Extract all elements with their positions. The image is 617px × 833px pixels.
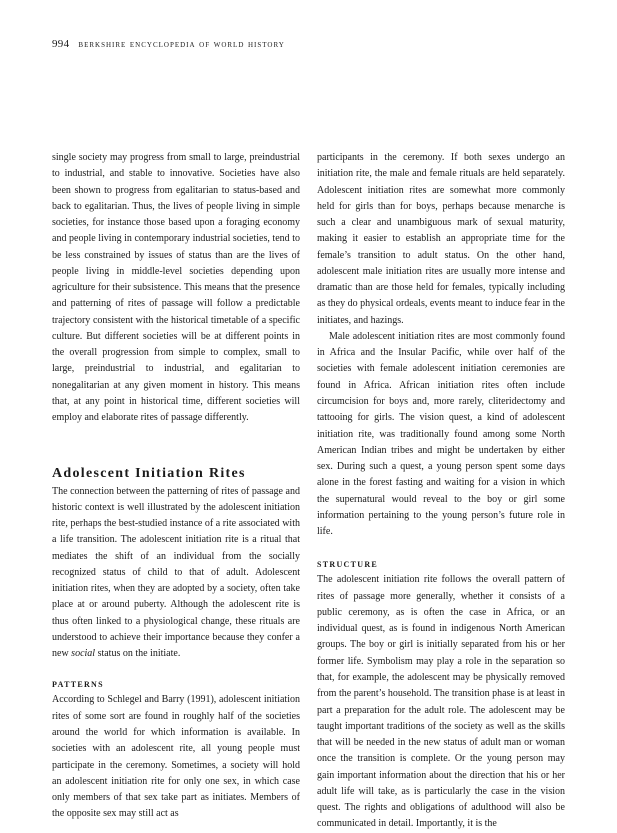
- left-column: [52, 150, 300, 823]
- running-title: berkshire encyclopedia of world history: [78, 39, 285, 50]
- paragraph-left-2-text-a: The connection between the patterning of rites of passage and historic context is well illustrated by the adolescent initiation rite, perhaps the best-studied instance of a rite associated with a life transition. The adolescent initiation rite is a ritual that mediates the shift of an individual from the socially recognized status of child to that of adult. Adolescent initiation rites, when they are adopted by a society, often take place at or around puberty. Although the adolescent rite is thus often linked to a physiological change, these rituals are understood to achieve their importance because they confer a new: [52, 485, 300, 660]
- paragraph-left-2-text-b: status on the initiate.: [95, 648, 181, 660]
- page-number: 994: [52, 38, 70, 50]
- paragraph-left-2: [52, 484, 300, 663]
- heading-patterns: patterns: [52, 678, 104, 691]
- paragraph-right-3: The adolescent initiation rite follows the overall pattern of rites of passage more generally, whether it consists of a public ceremony, as is often the case in Africa, or an individual quest, as is found in indigenous North American groups. The boy or girl is initially separated from his or her former life. Symbolism may play a role in the separation so that, for example, the adolescent may be physically removed from the parent’s household. The transition phase is at least in part a preparation for the adult role. The adolescent may be taught important traditions of the society as well as the skills that will be needed in the new status of adult man or woman once the transition is complete. Or the young person may gain important information about the direction that his or her adult life will take, as is particularly the case in the vision quest. The rights and obligations of adulthood will also be communicated in detail. Importantly, it is the: [317, 574, 565, 830]
- paragraph-right-1: participants in the ceremony. If both sexes undergo an initiation rite, the male and female rituals are held separately. Adolescent initiation rites are somewhat more commonly held for girls than for boys, perhaps because menarche is such a clear and unambiguous mark of sexual maturity, making it easier to establish an appropriate time for the female’s transition to adult status. On the other hand, adolescent male initiation rites are usually more intense and dramatic than are those held for females, typically including as they do physical ordeals, events meant to induce fear in the initiates, and hazings.: [317, 152, 565, 326]
- paragraph-left-3: According to Schlegel and Barry (1991), adolescent initiation rites of some sort are found in roughly half of the societies around the world for which information is available. In societies with an adolescent rite, all young people must participate in the ceremony. Sometimes, a society will hold an adolescent initiation rite for only one sex, in which case only members of that sex take part as initiates. Members of the opposite sex may still act as: [52, 694, 300, 820]
- italic-social: social: [71, 648, 96, 660]
- right-column: [317, 150, 565, 833]
- heading-adolescent-initiation-rites: Adolescent Initiation Rites: [52, 465, 246, 481]
- paragraph-right-2: Male adolescent initiation rites are most commonly found in Africa and the Insular Pacific, while over half of the societies with female adolescent initiation ceremonies are found in Africa. African initiation rites often include circumcision for boys and, more rarely, cliteridectomy and tattooing for girls. The vision quest, a kind of adolescent initiation rite, was traditionally found among some North American Indian tribes and might be undertaken by either sex. During such a quest, a young person spent some days alone in the forest fasting and waiting for a vision in which the supernatural would reveal to the boy or girl some information pertaining to the young person’s future role in life.: [317, 330, 565, 538]
- running-head: [52, 38, 285, 50]
- paragraph-left-1: single society may progress from small to large, preindustrial to industrial, and stable to innovative. Societies have also been shown to progress from egalitarian to status-based and back to egalitarian. Thus, the lives of people living in simple societies, for instance those based upon a foraging economy and people living in contemporary industrial societies, tend to be less constrained by issues of status than are the lives of people living in middle-level societies depending upon agriculture for their subsistence. This means that the presence and patterning of rites of passage will follow a predictable trajectory consistent with the historical timetable of a specific culture. But different societies will be at different points in the overall progression from simple to complex, small to large, preindustrial to industrial, and egalitarian to nonegalitarian at any given moment in history. This means that, at any point in historical time, different societies will employ and elaborate rites of passage differently.: [52, 152, 300, 424]
- heading-structure: structure: [317, 558, 379, 571]
